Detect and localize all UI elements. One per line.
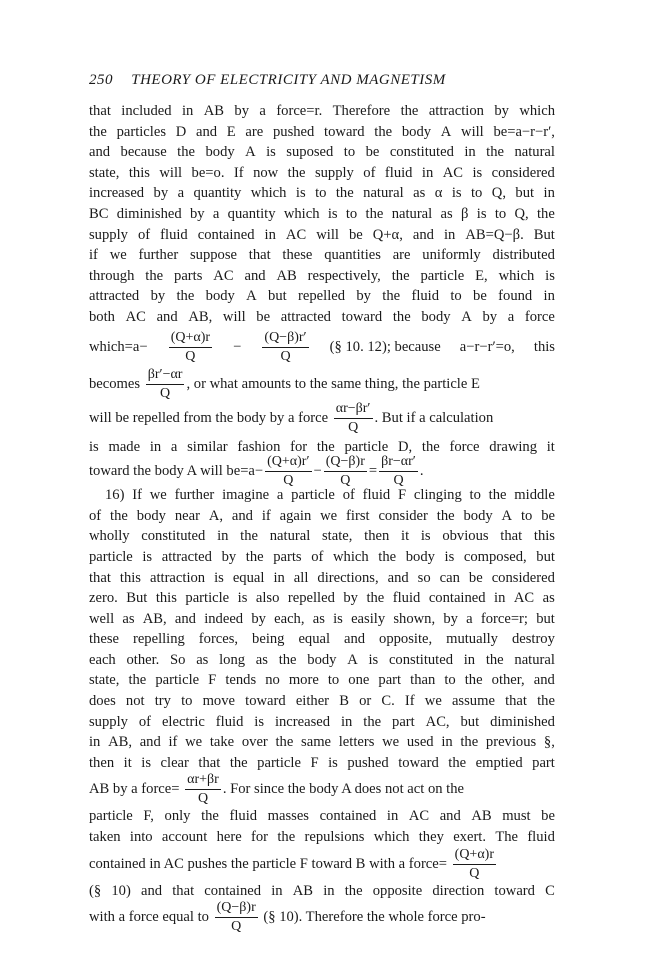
eq7-tail: (§ 10). Therefore the whole force pro- (263, 909, 486, 926)
eq3-fraction (334, 402, 373, 435)
text-line: of the body near A, and if again we first consider the body A to be (89, 507, 555, 524)
eq5-prefix: AB by a force= (89, 781, 180, 798)
eq5-tail: . For since the body A does not act on the (222, 781, 465, 798)
eq2-group (89, 368, 480, 401)
eq1-prefix: which=a− (89, 339, 148, 356)
text-line: both AC and AB, will be attracted toward the body A by a force (89, 308, 555, 325)
page-body (89, 101, 555, 934)
eq4-prefix: toward the body A will be=a− (89, 462, 264, 479)
eq6-denominator: Q (469, 865, 480, 881)
text-line: 16) If we further imagine a particle of fluid F clinging to the middle (105, 487, 555, 504)
text-line: and because the body A is suposed to be constituted in the natural (89, 144, 555, 161)
running-header (89, 72, 446, 89)
eq1-condition: a−r−r′=o, (459, 339, 515, 356)
eq2-fraction (146, 368, 185, 401)
eq5-denominator: Q (197, 791, 209, 807)
text-line: attracted by the body A but repelled by the fluid to be found in (89, 288, 555, 305)
text-line: supply of fluid contained in AC will be Q+α, and in AB=Q−β. But (89, 226, 555, 243)
eq4-period: . (419, 462, 424, 479)
eq2-numerator: βr′−αr (146, 368, 185, 385)
eq7-numerator: (Q−β)r (215, 901, 258, 918)
text-line: does not try to move toward either B or C. If we assume that the (89, 693, 555, 710)
eq4-frac3-denominator: Q (393, 472, 404, 488)
text-line: particle F, only the fluid masses contained in AC and AB must be (89, 808, 555, 825)
eq1-frac1-denominator: Q (185, 349, 196, 365)
eq4-frac1-numerator: (Q+α)r′ (265, 455, 311, 472)
eq6-fraction (453, 848, 496, 881)
eq6-prefix: contained in AC pushes the particle F toward B with a force= (89, 855, 447, 872)
text-line: particle is attracted by the parts of which the body is composed, but (89, 548, 555, 565)
eq7-prefix: with a force equal to (89, 909, 209, 926)
eq2-tail: , or what amounts to the same thing, the particle E (186, 375, 480, 392)
eq3-prefix: will be repelled from the body by a force (89, 409, 329, 426)
eq5-numerator: αr+βr (185, 773, 221, 790)
eq4-frac1-denominator: Q (283, 472, 294, 488)
eq4-frac2-denominator: Q (340, 472, 351, 488)
eq1-frac2-numerator: (Q−β)r′ (262, 331, 308, 348)
running-title: THEORY OF ELECTRICITY AND MAGNETISM (131, 72, 446, 88)
text-line: wholly constituted in the natural state, then it is obvious that this (89, 528, 555, 545)
text-line: zero. But this particle is also repelled by the fluid contained in AC as (89, 590, 555, 607)
text-line: in AB, and if we take over the same letters we used in the previous §, (89, 734, 555, 751)
text-line: increased by a quantity which is to the natural as α is to Q, but in (89, 185, 555, 202)
eq1-frac2-denominator: Q (280, 349, 291, 365)
text-line: state, the particle F tends no more to one part than to the other, and (89, 672, 555, 689)
eq4-fraction-1 (265, 455, 311, 488)
eq3-group (89, 402, 493, 435)
eq4-frac3-numerator: βr−αr′ (379, 455, 418, 472)
text-line: then it is clear that the particle F is pushed toward the emptied part (89, 754, 555, 771)
equation-line (89, 401, 555, 437)
eq1-minus: − (233, 339, 242, 356)
equation-line (89, 453, 555, 488)
eq5-group (89, 773, 464, 806)
text-line: that this attraction is equal in all directions, and so can be considered (89, 569, 555, 586)
text-line: each other. So as long as the body A is constituted in the natural (89, 651, 555, 668)
eq1-frac1-numerator: (Q+α)r (169, 331, 212, 348)
equation-line (89, 328, 555, 368)
eq4-equals: = (368, 462, 378, 479)
eq4-fraction-3 (379, 455, 418, 488)
eq6-group (89, 848, 498, 881)
text-line: well as AB, and indeed by each, as is easily shown, by a force=r; but (89, 610, 555, 627)
eq3-numerator: αr−βr′ (334, 402, 373, 419)
eq4-frac2-numerator: (Q−β)r (324, 455, 367, 472)
text-line: supply of electric fluid is increased in the part AC, but diminished (89, 713, 555, 730)
text-line: that included in AB by a force=r. Therefore the attraction by which (89, 103, 555, 119)
text-line: the particles D and E are pushed toward the body A will be=a−r−r′, (89, 123, 555, 140)
text-line: BC diminished by a quantity which is to the natural as β is to Q, the (89, 205, 555, 222)
eq7-denominator: Q (231, 919, 242, 935)
eq7-group (89, 901, 486, 934)
text-line: through the parts AC and AB respectively, the particle E, which is (89, 267, 555, 284)
equation-line (89, 773, 555, 806)
eq6-numerator: (Q+α)r (453, 848, 496, 865)
eq5-fraction (185, 773, 221, 806)
equation-line (89, 368, 555, 401)
text-line: state, this will be=o. If now the supply of fluid in AC is considered (89, 164, 555, 181)
text-line: taken into account here for the repulsions which they exert. The fluid (89, 829, 555, 846)
eq1-reference: (§ 10. 12); because (329, 339, 441, 356)
eq2-prefix: becomes (89, 375, 141, 392)
text-line: if we further suppose that these quantities are uniformly distributed (89, 247, 555, 264)
eq7-fraction (215, 901, 258, 934)
eq3-tail: . But if a calculation (374, 409, 494, 426)
text-line: these repelling forces, being equal and opposite, mutually destroy (89, 631, 555, 648)
text-line: is made in a similar fashion for the particle D, the force drawing it (89, 438, 555, 455)
page-number: 250 (89, 72, 113, 88)
eq1-fraction-1 (169, 331, 212, 364)
text-line: (§ 10) and that contained in AB in the opposite direction toward C (89, 882, 555, 899)
equation-line (89, 901, 555, 934)
eq3-denominator: Q (348, 420, 359, 436)
eq1-fraction-2 (262, 331, 308, 364)
equation-line (89, 848, 555, 881)
eq1-tail: this (533, 339, 555, 356)
eq2-denominator: Q (160, 385, 171, 401)
eq4-minus: − (313, 462, 322, 479)
eq4-fraction-2 (324, 455, 367, 488)
